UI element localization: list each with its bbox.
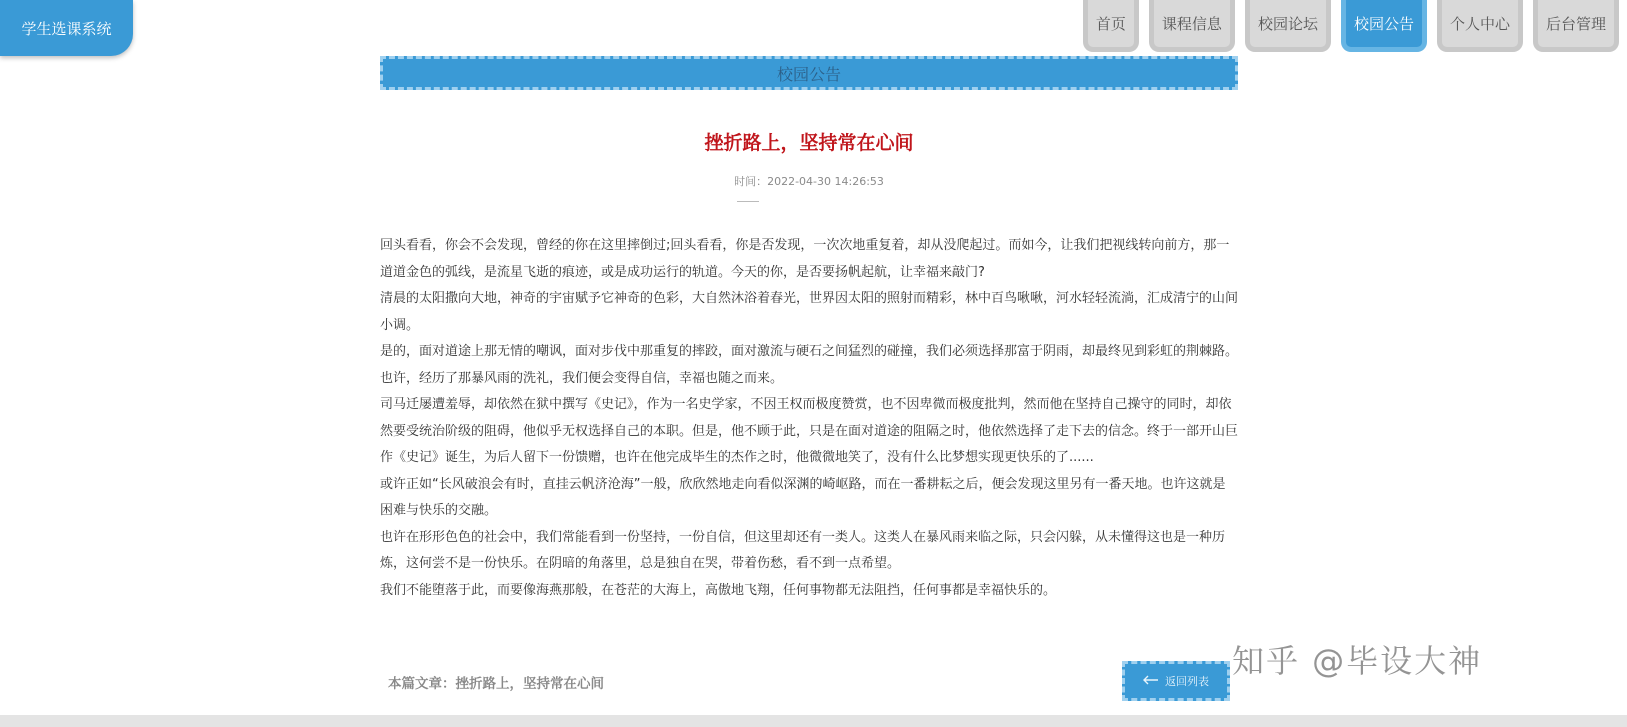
arrow-left-icon bbox=[1143, 675, 1159, 688]
back-button-label: 返回列表 bbox=[1165, 675, 1209, 688]
nav-tab-forum[interactable] bbox=[1245, 0, 1331, 52]
app-title: 学生选课系统 bbox=[21, 19, 112, 38]
article-paragraph: 是的，面对道途上那无情的嘲讽，面对步伐中那重复的摔跤，面对激流与硬石之间猛烈的碰撞，我们必须选择那富于阴雨，却最终见到彩虹的荆棘路。也许，经历了那暴风雨的洗礼，我们便会变得自信，幸福也随之而来。 bbox=[380, 344, 1239, 386]
article-body bbox=[380, 233, 1238, 604]
article-paragraph: 我们不能堕落于此，而要像海燕那般，在苍茫的大海上，高傲地飞翔，任何事物都无法阻挡，任何事都是幸福快乐的。 bbox=[380, 582, 1057, 598]
nav-tab-label: 首页 bbox=[1095, 15, 1126, 33]
article-paragraph: 回头看看，你会不会发现，曾经的你在这里摔倒过;回头看看，你是否发现，一次次地重复着，却从没爬起过。而如今，让我们把视线转向前方，那一道道金色的弧线，是流星飞逝的痕迹，或是成功运行的轨道。今天的你，是否要扬帆起航，让幸福来敲门? bbox=[380, 238, 1230, 280]
bottom-bar bbox=[0, 715, 1627, 727]
current-article-label: 本篇文章：挫折路上，坚持常在心间 bbox=[388, 676, 604, 692]
nav-tab-label: 校园论坛 bbox=[1257, 15, 1318, 33]
article-paragraph: 司马迁屡遭羞辱，却依然在狱中撰写《史记》，作为一名史学家，不因王权而极度赞赏，也不因卑微而极度批判，然而他在坚持自己操守的同时，却依然要受统治阶级的阻碍，他似乎无权选择自己的本职。但是，他不顾于此，只是在面对道途的阻隔之时，他依然选择了走下去的信念。终于一部开山巨作《史记》诞生，为后人留下一份馈赠，也许在他完成毕生的杰作之时，他微微地笑了，没有什么比梦想实现更快乐的了...... bbox=[380, 397, 1239, 465]
app-logo[interactable] bbox=[0, 0, 133, 56]
watermark: 知乎 @毕设大神 bbox=[1232, 642, 1483, 680]
nav-tab-admin[interactable] bbox=[1533, 0, 1619, 52]
back-to-list-button[interactable] bbox=[1122, 661, 1230, 701]
section-title: 校园公告 bbox=[776, 64, 841, 84]
section-banner bbox=[380, 56, 1238, 90]
nav-tab-label: 校园公告 bbox=[1353, 15, 1414, 33]
nav-tab-home[interactable] bbox=[1083, 0, 1139, 52]
nav-tab-courses[interactable] bbox=[1149, 0, 1235, 52]
nav-tab-announcements[interactable] bbox=[1341, 0, 1427, 52]
top-nav bbox=[1083, 0, 1619, 52]
divider bbox=[737, 201, 759, 202]
nav-tab-label: 课程信息 bbox=[1161, 15, 1222, 33]
article-time: 时间：2022-04-30 14:26:53 bbox=[734, 175, 884, 188]
article-paragraph: 清晨的太阳撒向大地，神奇的宇宙赋予它神奇的色彩，大自然沐浴着春光，世界因太阳的照射而精彩，林中百鸟啾啾，河水轻轻流淌，汇成清宁的山间小调。 bbox=[380, 291, 1239, 333]
article-paragraph: 也许在形形色色的社会中，我们常能看到一份坚持，一份自信，但这里却还有一类人。这类人在暴风雨来临之际，只会闪躲，从未懂得这也是一种历炼，这何尝不是一份快乐。在阴暗的角落里，总是独自在哭，带着伤愁，看不到一点希望。 bbox=[380, 529, 1226, 571]
article-paragraph: 或许正如“长风破浪会有时，直挂云帆济沧海”一般，欣欣然地走向看似深渊的崎岖路，而在一番耕耘之后，便会发现这里另有一番天地。也许这就是困难与快乐的交融。 bbox=[380, 476, 1226, 518]
nav-tab-label: 个人中心 bbox=[1449, 15, 1510, 33]
nav-tab-label: 后台管理 bbox=[1545, 15, 1606, 33]
nav-tab-personal-center[interactable] bbox=[1437, 0, 1523, 52]
article-title: 挫折路上，坚持常在心间 bbox=[704, 132, 914, 154]
